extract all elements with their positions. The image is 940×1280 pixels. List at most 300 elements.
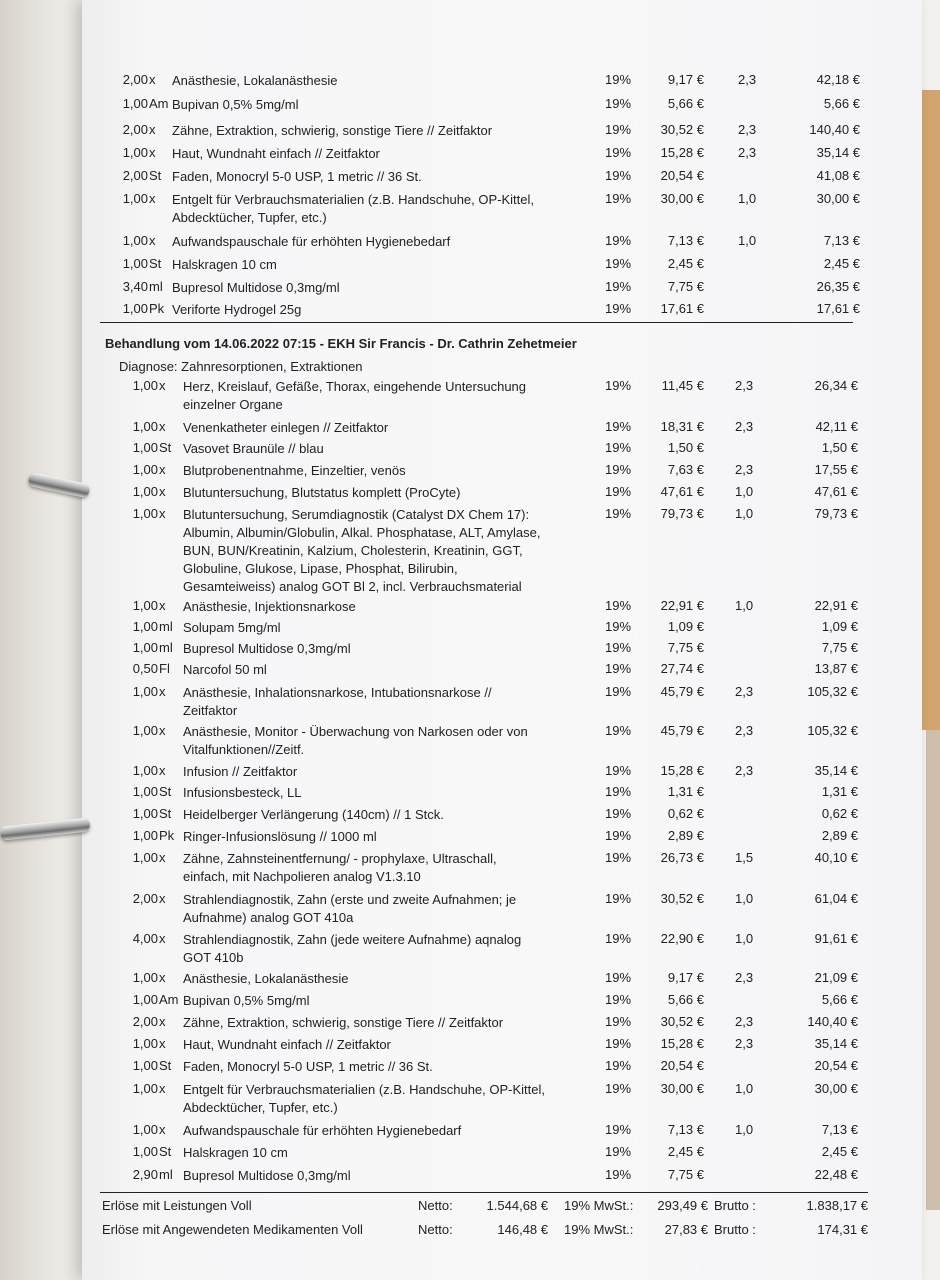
item-description: [172, 191, 534, 227]
description-line: Anästhesie, Inhalationsnarkose, Intubationsnarkose //: [183, 685, 492, 700]
description-line: Blutuntersuchung, Blutstatus komplett (ProCyte): [183, 485, 461, 500]
tax-rate: 19%: [605, 256, 632, 271]
line-total: 21,09 €: [814, 970, 858, 985]
description-line: Herz, Kreislauf, Gefäße, Thorax, eingehende Untersuchung: [183, 379, 527, 394]
netto-label: Netto:: [418, 1222, 453, 1237]
description-line: Anästhesie, Injektionsnarkose: [183, 599, 356, 614]
rate-factor: 1,0: [735, 931, 754, 946]
item-description: [183, 1014, 503, 1032]
quantity: 1,00: [132, 806, 158, 821]
unit-price: 1,50 €: [667, 440, 704, 455]
line-total: 42,18 €: [816, 72, 860, 87]
description-line: Halskragen 10 cm: [183, 1145, 288, 1160]
quantity: 1,00: [132, 378, 158, 393]
line-total: 140,40 €: [807, 1014, 858, 1029]
line-total: 26,35 €: [816, 279, 860, 294]
description-line: Aufwandspauschale für erhöhten Hygienebedarf: [172, 234, 451, 249]
mwst-label: 19% MwSt.:: [564, 1198, 634, 1213]
quantity: 3,40: [122, 279, 148, 294]
item-description: [183, 784, 302, 802]
quantity: 1,00: [122, 191, 148, 206]
item-description: [172, 256, 277, 274]
line-total: 5,66 €: [821, 992, 858, 1007]
line-total: 26,34 €: [814, 378, 858, 393]
quantity: 1,00: [132, 1058, 158, 1073]
quantity: 1,00: [122, 233, 148, 248]
quantity: 1,00: [132, 1036, 158, 1051]
tax-rate: 19%: [605, 1122, 632, 1137]
item-description: [172, 168, 422, 186]
item-description: [183, 640, 351, 658]
description-line: Entgelt für Verbrauchsmaterialien (z.B. Handschuhe, OP-Kittel,: [172, 192, 535, 207]
item-description: [183, 419, 388, 437]
item-description: [172, 122, 492, 140]
unit-price: 7,63 €: [667, 462, 704, 477]
quantity: 1,00: [132, 484, 158, 499]
unit-price: 1,09 €: [667, 619, 704, 634]
item-description: [183, 1122, 461, 1140]
unit-price: 17,61 €: [660, 301, 704, 316]
tax-rate: 19%: [605, 619, 632, 634]
quantity: 1,00: [132, 1122, 158, 1137]
description-line: Strahlendiagnostik, Zahn (erste und zweite Aufnahmen; je: [183, 892, 517, 907]
unit: St: [159, 440, 172, 455]
line-total: 105,32 €: [807, 684, 858, 699]
line-total: 41,08 €: [816, 168, 860, 183]
description-line: Bupresol Multidose 0,3mg/ml: [183, 641, 351, 656]
unit: St: [149, 168, 162, 183]
unit-price: 1,31 €: [667, 784, 704, 799]
mwst-label: 19% MwSt.:: [564, 1222, 634, 1237]
rate-factor: 2,3: [735, 763, 754, 778]
unit: x: [149, 145, 156, 160]
line-total: 47,61 €: [814, 484, 858, 499]
line-total: 2,89 €: [821, 828, 858, 843]
item-description: [172, 72, 338, 90]
unit-price: 2,45 €: [667, 1144, 704, 1159]
brutto-label: Brutto :: [714, 1222, 756, 1237]
quantity: 2,90: [132, 1167, 158, 1182]
item-description: [183, 970, 349, 988]
totals-label: Erlöse mit Angewendeten Medikamenten Voll: [102, 1222, 363, 1237]
tax-rate: 19%: [605, 168, 632, 183]
line-total: 1,50 €: [821, 440, 858, 455]
unit: x: [159, 462, 166, 477]
unit-price: 5,66 €: [667, 992, 704, 1007]
unit-price: 7,75 €: [667, 1167, 704, 1182]
description-line: Abdecktücher, Tupfer, etc.): [183, 1100, 338, 1115]
unit-price: 18,31 €: [660, 419, 704, 434]
tax-rate: 19%: [605, 233, 632, 248]
rate-factor: 2,3: [738, 145, 757, 160]
unit-price: 7,13 €: [667, 233, 704, 248]
item-description: [183, 598, 356, 616]
line-total: 20,54 €: [814, 1058, 858, 1073]
unit-price: 30,00 €: [660, 1081, 704, 1096]
line-total: 140,40 €: [809, 122, 860, 137]
description-line: BUN, BUN/Kreatinin, Kalzium, Cholesterin, Kreatinin, GGT,: [183, 543, 523, 558]
description-line: Bupresol Multidose 0,3mg/ml: [172, 280, 340, 295]
tax-rate: 19%: [605, 661, 632, 676]
quantity: 1,00: [132, 684, 158, 699]
quantity: 2,00: [122, 122, 148, 137]
item-description: [183, 931, 521, 967]
description-line: GOT 410b: [183, 950, 244, 965]
quantity: 1,00: [132, 506, 158, 521]
unit: x: [159, 931, 166, 946]
quantity: 1,00: [132, 419, 158, 434]
description-line: Ringer-Infusionslösung // 1000 ml: [183, 829, 377, 844]
line-total: 91,61 €: [814, 931, 858, 946]
unit-price: 20,54 €: [660, 1058, 704, 1073]
tax-rate: 19%: [605, 279, 632, 294]
line-total: 40,10 €: [814, 850, 858, 865]
tax-rate: 19%: [605, 506, 632, 521]
quantity: 2,00: [122, 72, 148, 87]
rate-factor: 1,0: [735, 1081, 754, 1096]
description-line: Abdecktücher, Tupfer, etc.): [172, 210, 327, 225]
description-line: Veriforte Hydrogel 25g: [172, 302, 302, 317]
item-description: [183, 440, 324, 458]
rate-factor: 2,3: [735, 1036, 754, 1051]
tax-rate: 19%: [605, 145, 632, 160]
description-line: Aufwandspauschale für erhöhten Hygienebedarf: [183, 1123, 462, 1138]
description-line: Zähne, Extraktion, schwierig, sonstige Tiere // Zeitfaktor: [183, 1015, 504, 1030]
tax-rate: 19%: [605, 191, 632, 206]
unit: x: [159, 506, 166, 521]
line-total: 17,61 €: [816, 301, 860, 316]
item-description: [183, 1167, 351, 1185]
tax-rate: 19%: [605, 122, 632, 137]
description-line: Solupam 5mg/ml: [183, 620, 281, 635]
quantity: 1,00: [132, 640, 158, 655]
item-description: [183, 1081, 545, 1117]
quantity: 1,00: [132, 1144, 158, 1159]
unit: ml: [159, 1167, 173, 1182]
quantity: 1,00: [132, 440, 158, 455]
unit: x: [159, 484, 166, 499]
description-line: einzelner Organe: [183, 397, 283, 412]
tax-rate: 19%: [605, 378, 632, 393]
tax-rate: 19%: [605, 784, 632, 799]
tax-rate: 19%: [605, 419, 632, 434]
unit-price: 7,13 €: [667, 1122, 704, 1137]
unit-price: 15,28 €: [660, 145, 704, 160]
quantity: 1,00: [122, 145, 148, 160]
quantity: 1,00: [132, 992, 158, 1007]
quantity: 1,00: [122, 96, 148, 111]
unit-price: 20,54 €: [660, 168, 704, 183]
line-total: 42,11 €: [815, 419, 858, 434]
rate-factor: 2,3: [735, 1014, 754, 1029]
line-total: 79,73 €: [814, 506, 858, 521]
line-total: 2,45 €: [823, 256, 860, 271]
unit-price: 30,52 €: [660, 122, 704, 137]
tax-rate: 19%: [605, 723, 632, 738]
description-line: Anästhesie, Lokalanästhesie: [172, 73, 338, 88]
rate-factor: 1,0: [735, 598, 754, 613]
tax-rate: 19%: [605, 640, 632, 655]
line-total: 22,48 €: [814, 1167, 858, 1182]
unit: x: [159, 763, 166, 778]
unit: x: [149, 72, 156, 87]
unit: Am: [149, 96, 169, 111]
unit: x: [159, 378, 166, 393]
rate-factor: 1,0: [738, 191, 757, 206]
rate-factor: 2,3: [735, 684, 754, 699]
line-total: 105,32 €: [807, 723, 858, 738]
description-line: Blutprobenentnahme, Einzeltier, venös: [183, 463, 406, 478]
unit: x: [159, 1014, 166, 1029]
tax-rate: 19%: [605, 992, 632, 1007]
item-description: [183, 462, 406, 480]
unit-price: 5,66 €: [667, 96, 704, 111]
line-total: 7,75 €: [821, 640, 858, 655]
rate-factor: 2,3: [735, 970, 754, 985]
description-line: Bupivan 0,5% 5mg/ml: [183, 993, 310, 1008]
description-line: Globuline, Glukose, Lipase, Phosphat, Bilirubin,: [183, 561, 458, 576]
description-line: Zeitfaktor: [183, 703, 238, 718]
description-line: Infusionsbesteck, LL: [183, 785, 302, 800]
description-line: Haut, Wundnaht einfach // Zeitfaktor: [172, 146, 380, 161]
tax-rate: 19%: [605, 684, 632, 699]
item-description: [172, 233, 450, 251]
unit: Am: [159, 992, 179, 1007]
unit-price: 79,73 €: [660, 506, 704, 521]
tax-rate: 19%: [605, 484, 632, 499]
rate-factor: 1,5: [735, 850, 754, 865]
description-line: Anästhesie, Lokalanästhesie: [183, 971, 349, 986]
quantity: 4,00: [132, 931, 158, 946]
line-total: 2,45 €: [821, 1144, 858, 1159]
unit: x: [149, 122, 156, 137]
quantity: 2,00: [132, 891, 158, 906]
quantity: 2,00: [122, 168, 148, 183]
item-description: [183, 684, 492, 720]
item-description: [183, 1058, 433, 1076]
item-description: [172, 96, 298, 114]
tax-rate: 19%: [605, 1014, 632, 1029]
rate-factor: 1,0: [735, 484, 754, 499]
tax-rate: 19%: [605, 598, 632, 613]
netto-value: 1.544,68 €: [486, 1198, 548, 1213]
description-line: Zähne, Zahnsteinentfernung/ - prophylaxe, Ultraschall,: [183, 851, 497, 866]
rate-factor: 2,3: [738, 72, 757, 87]
unit: x: [159, 598, 166, 613]
tax-rate: 19%: [605, 96, 632, 111]
unit: Pk: [149, 301, 165, 316]
unit: St: [159, 806, 172, 821]
line-total: 30,00 €: [814, 1081, 858, 1096]
description-line: Heidelberger Verlängerung (140cm) // 1 Stck.: [183, 807, 444, 822]
tax-rate: 19%: [605, 763, 632, 778]
unit: ml: [159, 619, 173, 634]
tax-rate: 19%: [605, 970, 632, 985]
item-description: [183, 484, 460, 502]
item-description: [183, 992, 309, 1010]
unit: x: [149, 191, 156, 206]
rate-factor: 2,3: [738, 122, 757, 137]
unit: x: [159, 1081, 166, 1096]
unit: St: [159, 1058, 172, 1073]
unit: x: [149, 233, 156, 248]
quantity: 1,00: [132, 462, 158, 477]
unit: Pk: [159, 828, 175, 843]
line-total: 30,00 €: [816, 191, 860, 206]
description-line: Infusion // Zeitfaktor: [183, 764, 298, 779]
unit: x: [159, 419, 166, 434]
unit-price: 15,28 €: [660, 1036, 704, 1051]
description-line: Blutuntersuchung, Serumdiagnostik (Catalyst DX Chem 17):: [183, 507, 530, 522]
line-total: 35,14 €: [814, 763, 858, 778]
unit: St: [149, 256, 162, 271]
unit-price: 27,74 €: [660, 661, 704, 676]
rate-factor: 1,0: [735, 506, 754, 521]
brutto-label: Brutto :: [714, 1198, 756, 1213]
description-line: Albumin, Albumin/Globulin, Alkal. Phosphatase, ALT, Amylase,: [183, 525, 541, 540]
item-description: [183, 1036, 391, 1054]
description-line: einfach, mit Nachpolieren analog V1.3.10: [183, 869, 421, 884]
item-description: [183, 850, 497, 886]
unit-price: 2,45 €: [667, 256, 704, 271]
unit: x: [159, 723, 166, 738]
description-line: Anästhesie, Monitor - Überwachung von Narkosen oder von: [183, 724, 528, 739]
unit-price: 7,75 €: [667, 640, 704, 655]
unit-price: 9,17 €: [667, 72, 704, 87]
brutto-value: 174,31 €: [817, 1222, 868, 1237]
rate-factor: 1,0: [738, 233, 757, 248]
description-line: Vasovet Braunüle // blau: [183, 441, 324, 456]
line-total: 1,09 €: [821, 619, 858, 634]
item-description: [183, 378, 526, 414]
unit: Fl: [159, 661, 170, 676]
description-line: Strahlendiagnostik, Zahn (jede weitere Aufnahme) aqnalog: [183, 932, 522, 947]
diagnosis-line: Diagnose: Zahnresorptionen, Extraktionen: [119, 359, 363, 374]
mwst-value: 27,83 €: [664, 1222, 708, 1237]
treatment-heading: Behandlung vom 14.06.2022 07:15 - EKH Sir Francis - Dr. Cathrin Zehetmeier: [105, 336, 577, 351]
line-total: 17,55 €: [814, 462, 858, 477]
unit-price: 22,91 €: [660, 598, 704, 613]
tax-rate: 19%: [605, 891, 632, 906]
quantity: 1,00: [132, 763, 158, 778]
item-description: [183, 661, 267, 679]
line-total: 0,62 €: [821, 806, 858, 821]
quantity: 1,00: [122, 301, 148, 316]
quantity: 0,50: [132, 661, 158, 676]
quantity: 1,00: [132, 828, 158, 843]
description-line: Faden, Monocryl 5-0 USP, 1 metric // 36 St.: [172, 169, 422, 184]
quantity: 2,00: [132, 1014, 158, 1029]
unit-price: 30,00 €: [660, 191, 704, 206]
rate-factor: 2,3: [735, 462, 754, 477]
unit-price: 26,73 €: [660, 850, 704, 865]
item-description: [183, 763, 297, 781]
tax-rate: 19%: [605, 1081, 632, 1096]
brutto-value: 1.838,17 €: [806, 1198, 868, 1213]
netto-value: 146,48 €: [497, 1222, 548, 1237]
description-line: Aufnahme) analog GOT 410a: [183, 910, 354, 925]
tax-rate: 19%: [605, 931, 632, 946]
description-line: Haut, Wundnaht einfach // Zeitfaktor: [183, 1037, 391, 1052]
item-description: [183, 891, 516, 927]
unit: St: [159, 784, 172, 799]
quantity: 1,00: [132, 970, 158, 985]
item-description: [183, 506, 540, 596]
line-total: 5,66 €: [823, 96, 860, 111]
unit-price: 11,45 €: [661, 378, 704, 393]
quantity: 1,00: [132, 598, 158, 613]
quantity: 1,00: [132, 723, 158, 738]
description-line: Bupresol Multidose 0,3mg/ml: [183, 1168, 351, 1183]
description-line: Venenkatheter einlegen // Zeitfaktor: [183, 420, 389, 435]
line-total: 61,04 €: [814, 891, 858, 906]
unit-price: 45,79 €: [660, 684, 704, 699]
totals-label: Erlöse mit Leistungen Voll: [102, 1198, 252, 1213]
item-description: [183, 619, 281, 637]
unit: ml: [149, 279, 163, 294]
unit-price: 30,52 €: [660, 891, 704, 906]
quantity: 1,00: [132, 850, 158, 865]
line-total: 7,13 €: [823, 233, 860, 248]
unit-price: 15,28 €: [660, 763, 704, 778]
tax-rate: 19%: [605, 462, 632, 477]
tax-rate: 19%: [605, 1144, 632, 1159]
item-description: [172, 145, 380, 163]
item-description: [183, 1144, 288, 1162]
unit-price: 45,79 €: [660, 723, 704, 738]
tax-rate: 19%: [605, 440, 632, 455]
unit: St: [159, 1144, 172, 1159]
line-total: 35,14 €: [816, 145, 860, 160]
quantity: 1,00: [132, 1081, 158, 1096]
unit: x: [159, 970, 166, 985]
line-total: 22,91 €: [814, 598, 858, 613]
unit-price: 0,62 €: [667, 806, 704, 821]
description-line: Bupivan 0,5% 5mg/ml: [172, 97, 299, 112]
line-total: 7,13 €: [821, 1122, 858, 1137]
line-total: 1,31 €: [821, 784, 858, 799]
unit-price: 30,52 €: [660, 1014, 704, 1029]
unit-price: 9,17 €: [667, 970, 704, 985]
unit-price: 7,75 €: [667, 279, 704, 294]
item-description: [183, 806, 444, 824]
tax-rate: 19%: [605, 72, 632, 87]
description-line: Gesamteiweiss) analog GOT Bl 2, incl. Verbrauchsmaterial: [183, 579, 522, 594]
line-total: 13,87 €: [814, 661, 858, 676]
unit: ml: [159, 640, 173, 655]
line-total: 35,14 €: [814, 1036, 858, 1051]
item-description: [183, 828, 377, 846]
unit-price: 22,90 €: [660, 931, 704, 946]
rate-factor: 1,0: [735, 1122, 754, 1137]
description-line: Entgelt für Verbrauchsmaterialien (z.B. Handschuhe, OP-Kittel,: [183, 1082, 546, 1097]
description-line: Vitalfunktionen//Zeitf.: [183, 742, 305, 757]
item-description: [172, 279, 340, 297]
unit-price: 2,89 €: [667, 828, 704, 843]
rate-factor: 2,3: [735, 378, 754, 393]
quantity: 1,00: [132, 784, 158, 799]
unit: x: [159, 684, 166, 699]
tax-rate: 19%: [605, 850, 632, 865]
item-description: [172, 301, 301, 319]
unit: x: [159, 891, 166, 906]
tax-rate: 19%: [605, 828, 632, 843]
description-line: Narcofol 50 ml: [183, 662, 267, 677]
tax-rate: 19%: [605, 301, 632, 316]
tax-rate: 19%: [605, 1167, 632, 1182]
unit: x: [159, 1036, 166, 1051]
description-line: Faden, Monocryl 5-0 USP, 1 metric // 36 St.: [183, 1059, 433, 1074]
